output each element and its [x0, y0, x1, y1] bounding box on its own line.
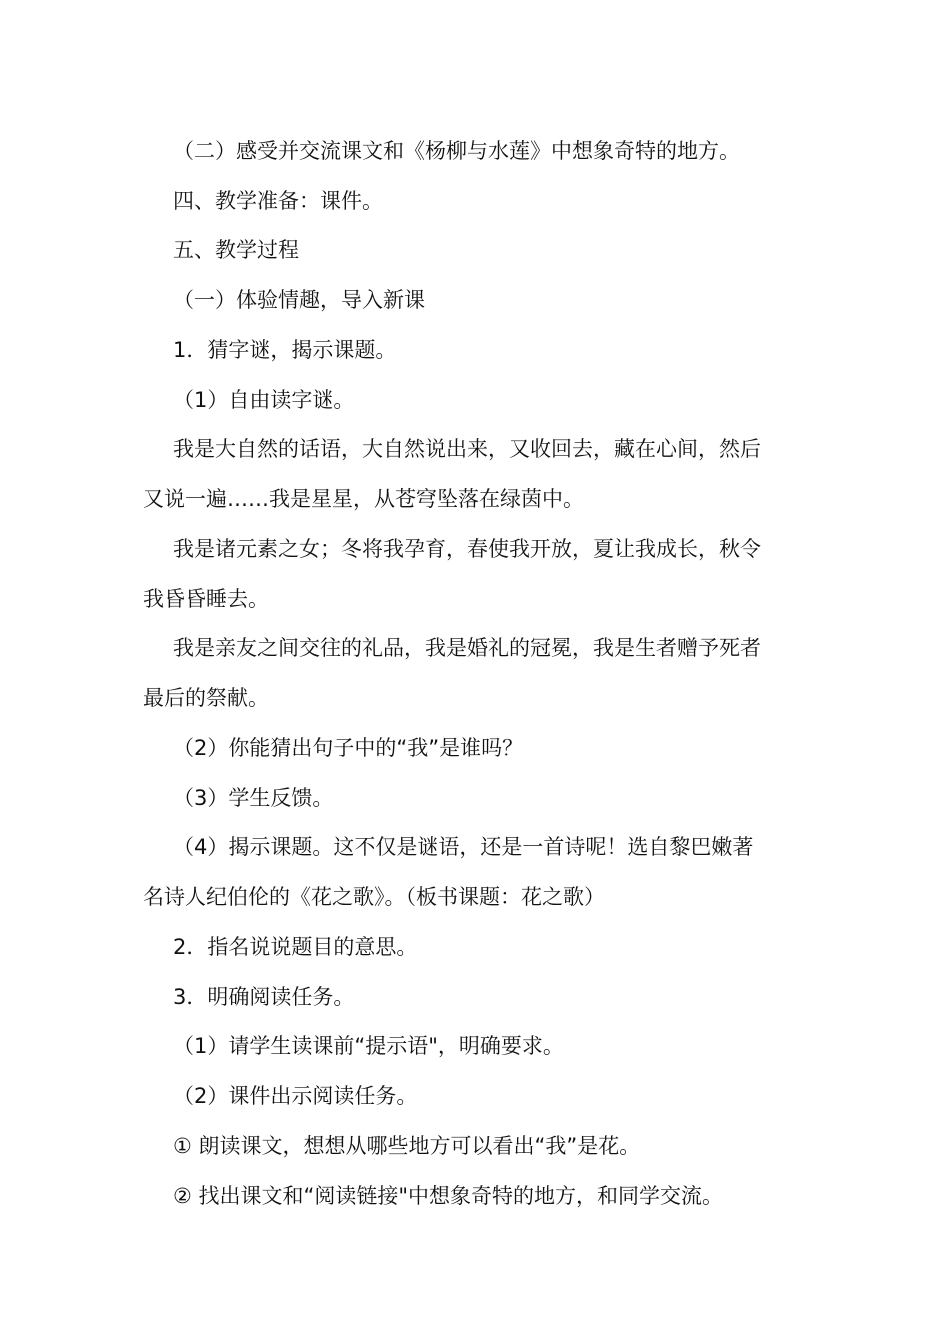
riddle-line-3b: 最后的祭献。: [143, 686, 269, 710]
reading-task-1: ① 朗读课文，想想从哪些地方可以看出“我”是花。: [173, 1134, 641, 1158]
riddle-line-1b: 又说一遍……我是星星，从苍穹坠落在绿茵中。: [143, 487, 584, 511]
riddle-line-1a: 我是大自然的话语，大自然说出来，又收回去，藏在心间，然后: [173, 437, 761, 461]
riddle-line-3a: 我是亲友之间交往的礼品，我是婚礼的冠冕，我是生者赠予死者: [173, 636, 761, 660]
substep-3-1: （1）请学生读课前“提示语"，明确要求。: [173, 1034, 564, 1058]
subheading-part-1: （一）体验情趣，导入新课: [173, 288, 425, 312]
substep-1-2: （2）你能猜出句子中的“我”是谁吗？: [173, 736, 524, 760]
step-1: 1．猜字谜，揭示课题。: [173, 338, 397, 362]
reading-task-2: ② 找出课文和“阅读链接"中想象奇特的地方，和同学交流。: [173, 1184, 724, 1208]
paragraph-objective-2: （二）感受并交流课文和《杨柳与水莲》中想象奇特的地方。: [173, 139, 740, 163]
substep-3-2: （2）课件出示阅读任务。: [173, 1084, 418, 1108]
riddle-line-2b: 我昏昏睡去。: [143, 587, 269, 611]
step-2: 2．指名说说题目的意思。: [173, 935, 418, 959]
substep-1-3: （3）学生反馈。: [173, 786, 334, 810]
substep-1-1: （1）自由读字谜。: [173, 388, 355, 412]
substep-1-4b: 名诗人纪伯伦的《花之歌》。（板书课题：花之歌）: [143, 885, 605, 909]
substep-1-4a: （4）揭示课题。这不仅是谜语，还是一首诗呢！选自黎巴嫩著: [173, 835, 754, 859]
step-3: 3．明确阅读任务。: [173, 985, 355, 1009]
heading-teaching-preparation: 四、教学准备：课件。: [173, 189, 383, 213]
riddle-line-2a: 我是诸元素之女；冬将我孕育，春使我开放，夏让我成长，秋令: [173, 537, 761, 561]
heading-teaching-process: 五、教学过程: [173, 238, 299, 262]
